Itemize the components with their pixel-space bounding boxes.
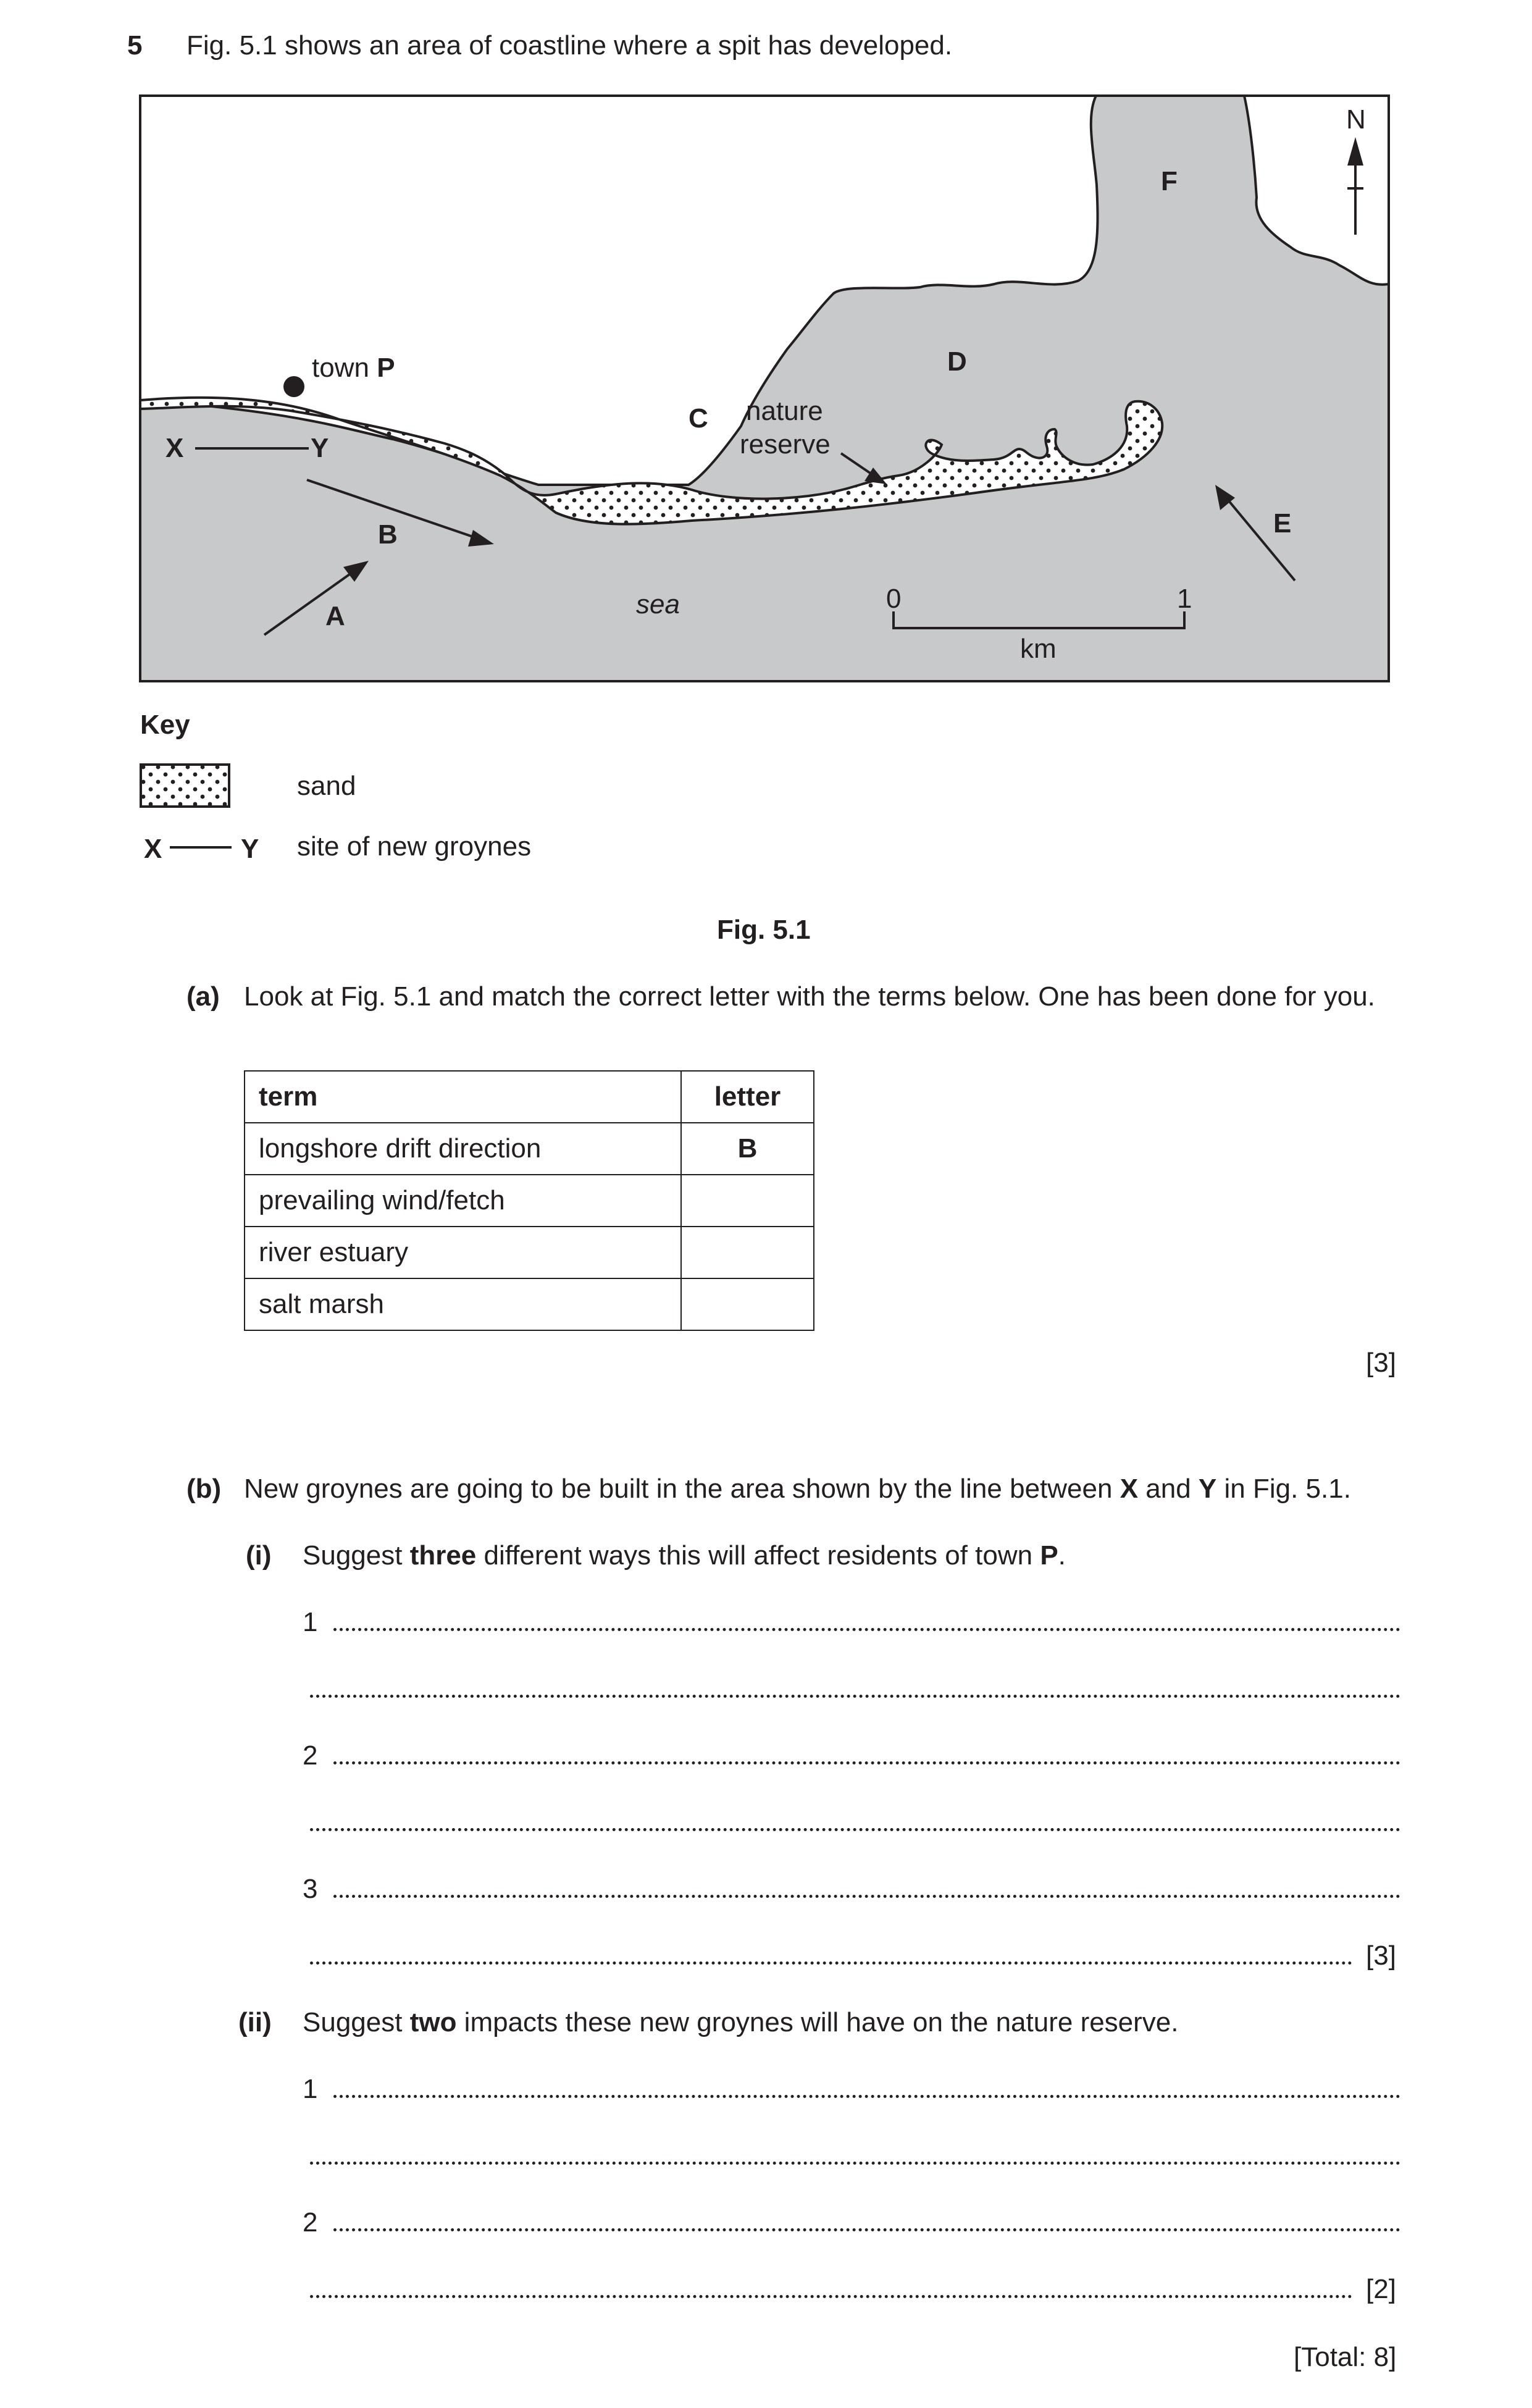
table-header-row: [245, 1071, 814, 1123]
key-sand-label: sand: [297, 771, 356, 801]
answer-number: 2: [303, 1740, 318, 1771]
table-cell-term: prevailing wind/fetch: [245, 1175, 681, 1227]
total-marks: [Total: 8]: [1294, 2342, 1397, 2372]
part-b-intro: New groynes are going to be built in the area shown by the line between X and Y in Fig. 5.1.: [244, 1474, 1351, 1504]
map-f-label: F: [1161, 166, 1178, 196]
north-label: N: [1346, 104, 1366, 135]
map-y-label: Y: [311, 433, 329, 463]
key-groyne-line: [170, 846, 232, 849]
scale-1: 1: [1177, 584, 1192, 614]
part-b-label: (b): [186, 1474, 222, 1504]
table-header-term: term: [245, 1071, 681, 1123]
table-cell-letter[interactable]: [681, 1175, 814, 1227]
part-b-i-label: (i): [246, 1540, 272, 1571]
table-cell-letter[interactable]: [681, 1278, 814, 1330]
part-a-marks: [3]: [1366, 1348, 1396, 1378]
answer-line[interactable]: [333, 1628, 1400, 1631]
map-d-label: D: [947, 346, 967, 377]
map-a-label: A: [325, 601, 345, 631]
answer-number: 1: [303, 1607, 318, 1637]
table-cell-term: river estuary: [245, 1227, 681, 1278]
key-title: Key: [140, 710, 190, 740]
terms-table: [244, 1070, 814, 1331]
part-b-i-marks: [3]: [1366, 1940, 1396, 1971]
answer-number: 2: [303, 2207, 318, 2238]
part-b-ii-label: (ii): [238, 2007, 272, 2037]
answer-line[interactable]: [310, 2295, 1352, 2298]
part-b-ii-text: Suggest two impacts these new groynes will have on the nature reserve.: [303, 2007, 1179, 2037]
answer-line[interactable]: [310, 1961, 1352, 1965]
nature-label-2: reserve: [740, 429, 831, 459]
map-x-label: X: [165, 433, 184, 463]
key-y: Y: [241, 834, 259, 864]
table-cell-term: salt marsh: [245, 1278, 681, 1330]
part-a-label: (a): [186, 981, 220, 1012]
part-b-i-text: Suggest three different ways this will affect residents of town P.: [303, 1540, 1066, 1571]
answer-line[interactable]: [333, 1895, 1400, 1898]
map-c-label: C: [689, 403, 708, 434]
nature-label-1: nature: [746, 396, 823, 426]
table-row: [245, 1227, 814, 1278]
key-groynes-label: site of new groynes: [297, 831, 532, 862]
sea-label: sea: [636, 589, 680, 619]
map-b-label: B: [378, 519, 398, 550]
answer-line[interactable]: [310, 1828, 1400, 1831]
table-header-letter: letter: [681, 1071, 814, 1123]
answer-line[interactable]: [333, 2095, 1400, 2098]
answer-line[interactable]: [333, 1761, 1400, 1764]
key-x: X: [144, 834, 162, 864]
town-label: town P: [312, 353, 395, 383]
answer-line[interactable]: [310, 2162, 1400, 2165]
table-row: [245, 1123, 814, 1175]
table-row: [245, 1175, 814, 1227]
answer-line[interactable]: [333, 2228, 1400, 2231]
table-cell-term: longshore drift direction: [245, 1123, 681, 1175]
town-dot: [283, 376, 304, 397]
scale-0: 0: [886, 584, 902, 614]
scale-unit: km: [1020, 634, 1057, 664]
coastline-map: [0, 0, 1532, 710]
answer-number: 1: [303, 2074, 318, 2104]
part-a-text: Look at Fig. 5.1 and match the correct letter with the terms below. One has been done for you.: [244, 981, 1375, 1012]
answer-number: 3: [303, 1874, 318, 1904]
key-sand-swatch: [140, 763, 232, 809]
map-e-label: E: [1273, 508, 1292, 539]
table-row: [245, 1278, 814, 1330]
question-number: 5: [127, 30, 143, 61]
question-intro: Fig. 5.1 shows an area of coastline where a spit has developed.: [186, 30, 953, 61]
part-b-ii-marks: [2]: [1366, 2274, 1396, 2304]
figure-caption: Fig. 5.1: [717, 915, 811, 945]
table-cell-letter[interactable]: B: [681, 1123, 814, 1175]
table-cell-letter[interactable]: [681, 1227, 814, 1278]
answer-line[interactable]: [310, 1695, 1400, 1698]
